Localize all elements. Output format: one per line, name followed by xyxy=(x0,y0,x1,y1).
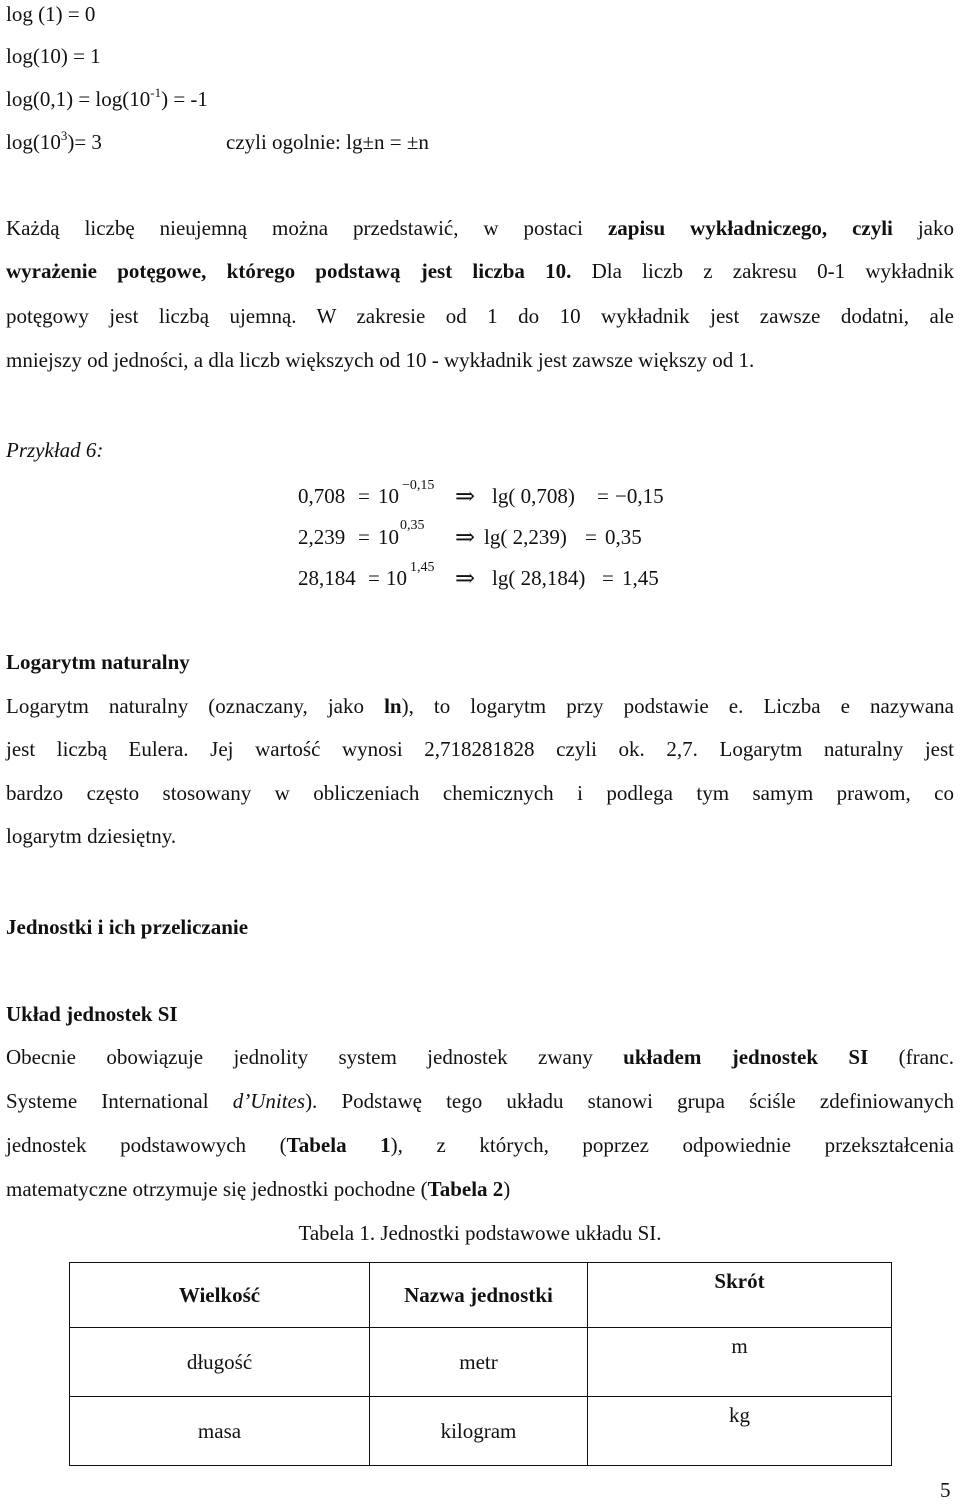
units-heading: Jednostki i ich przeliczanie xyxy=(6,915,249,939)
eq-row-1-result: −0,15 xyxy=(615,484,664,508)
eq-row-3-equals: = xyxy=(368,566,380,590)
log-example-4-exponent: 3 xyxy=(60,128,68,143)
natural-log-text: Logarytm naturalny (oznaczany, jako xyxy=(6,694,385,718)
eq-row-1-exponent: −0,15 xyxy=(402,478,435,493)
table-row xyxy=(70,1328,892,1397)
si-table2-ref: Tabela 2 xyxy=(427,1177,504,1201)
si-table1-ref: Tabela 1 xyxy=(286,1133,391,1157)
eq-row-1-base: 10 xyxy=(378,484,399,508)
para1-text-2: Dla liczb z zakresu 0-1 wykładnik xyxy=(571,259,954,283)
log-example-1: log (1) = 0 xyxy=(6,2,96,26)
eq-row-3-equals-2: = xyxy=(602,566,614,590)
eq-row-2-exponent: 0,35 xyxy=(400,518,425,533)
eq-row-3-base: 10 xyxy=(386,566,407,590)
eq-row-3-number: 28,184 xyxy=(298,566,356,590)
si-bold: układem jednostek SI xyxy=(623,1045,869,1069)
si-text: Obecnie obowiązuje jednolity system jednostek zwany xyxy=(6,1045,624,1069)
eq-row-2-number: 2,239 xyxy=(298,525,346,549)
log-example-4 xyxy=(6,130,102,155)
table-header-symbol: Skrót xyxy=(588,1263,892,1328)
table-cell-symbol: m xyxy=(588,1328,892,1397)
log-example-3-text: log(0,1) = log(10 xyxy=(6,87,151,111)
log-example-3-exponent: -1 xyxy=(150,85,162,100)
table-header-quantity: Wielkość xyxy=(70,1263,370,1328)
eq-row-1-implies: ⇒ xyxy=(455,484,476,510)
eq-row-2-equals: = xyxy=(358,525,370,549)
para1-line1 xyxy=(6,218,954,239)
eq-row-3-lg: lg( 28,184) xyxy=(492,566,586,590)
si-heading: Układ jednostek SI xyxy=(6,1002,178,1026)
si-line2 xyxy=(6,1091,954,1112)
log-example-2: log(10) = 1 xyxy=(6,44,101,68)
eq-row-1-lg: lg( 0,708) xyxy=(492,484,575,508)
natural-log-line3: bardzo często stosowany w obliczeniach chemicznych i podlega tym samym prawom, co xyxy=(6,781,954,805)
log-example-3 xyxy=(6,87,208,112)
natural-log-line1 xyxy=(6,696,954,717)
para1-text: Każdą liczbę nieujemną można przedstawić, w postaci xyxy=(6,216,608,240)
natural-log-text-end: ), to logarytm przy podstawie e. Liczba e nazywana xyxy=(401,694,954,718)
para1-line4: mniejszy od jedności, a dla liczb większych od 10 - wykładnik jest zawsze większy od 1. xyxy=(6,348,755,372)
natural-log-line4: logarytm dziesiętny. xyxy=(6,824,177,848)
table1-caption: Tabela 1. Jednostki podstawowe układu SI. xyxy=(298,1221,662,1245)
table-cell-unit-name: metr xyxy=(370,1328,588,1397)
table-cell-unit-name: kilogram xyxy=(370,1397,588,1466)
eq-row-1-equals: = xyxy=(358,484,370,508)
log-example-3-result: ) = -1 xyxy=(161,87,208,111)
natural-log-ln: ln xyxy=(384,694,402,718)
si-text-3: jednostek podstawowych ( xyxy=(6,1133,287,1157)
eq-row-1-equals-2: = xyxy=(597,484,609,508)
si-text-3-end: ), z których, poprzez odpowiednie przekształcenia xyxy=(390,1133,954,1157)
si-line3 xyxy=(6,1135,954,1156)
table-cell-quantity: długość xyxy=(70,1328,370,1397)
si-text-4-end: ) xyxy=(503,1177,511,1201)
table-header-row xyxy=(70,1263,892,1328)
eq-row-3-implies: ⇒ xyxy=(455,566,476,592)
si-italic: d’Unites xyxy=(232,1089,306,1113)
log-example-4-result: )= 3 xyxy=(67,130,102,154)
eq-row-1-number: 0,708 xyxy=(298,484,346,508)
natural-log-line2: jest liczbą Eulera. Jej wartość wynosi 2,718281828 czyli ok. 2,7. Logarytm naturalny jest xyxy=(6,737,954,761)
si-text-2-end: ). Podstawę tego układu stanowi grupa ściśle zdefiniowanych xyxy=(305,1089,954,1113)
eq-row-2-implies: ⇒ xyxy=(455,525,476,551)
para1-text-end: jako xyxy=(892,216,954,240)
para1-bold: zapisu wykładniczego, czyli xyxy=(607,216,893,240)
table-row xyxy=(70,1397,892,1466)
natural-log-heading: Logarytm naturalny xyxy=(6,650,190,674)
eq-row-3-exponent: 1,45 xyxy=(410,560,435,575)
units-table xyxy=(69,1262,892,1466)
si-line4 xyxy=(6,1179,510,1200)
si-text-2: Systeme International xyxy=(6,1089,233,1113)
table-cell-symbol: kg xyxy=(588,1397,892,1466)
eq-row-2-equals-2: = xyxy=(585,525,597,549)
eq-row-2-lg: lg( 2,239) xyxy=(484,525,567,549)
page-number: 5 xyxy=(940,1478,951,1502)
example-label: Przykład 6: xyxy=(6,438,104,462)
eq-row-2-result: 0,35 xyxy=(605,525,642,549)
log-general-rule: czyli ogolnie: lg±n = ±n xyxy=(226,130,429,154)
para1-line3: potęgowy jest liczbą ujemną. W zakresie od 1 do 10 wykładnik jest zawsze dodatni, ale xyxy=(6,304,954,328)
si-text-4: matematyczne otrzymuje się jednostki pochodne ( xyxy=(6,1177,428,1201)
para1-bold-2: wyrażenie potęgowe, którego podstawą jest liczba 10. xyxy=(6,259,572,283)
eq-row-2-base: 10 xyxy=(378,525,399,549)
si-line1 xyxy=(6,1047,954,1068)
table-cell-quantity: masa xyxy=(70,1397,370,1466)
si-text-end: (franc. xyxy=(868,1045,954,1069)
eq-row-3-result: 1,45 xyxy=(622,566,659,590)
para1-line2 xyxy=(6,261,954,282)
log-example-4-text: log(10 xyxy=(6,130,61,154)
table-header-unit-name: Nazwa jednostki xyxy=(370,1263,588,1328)
